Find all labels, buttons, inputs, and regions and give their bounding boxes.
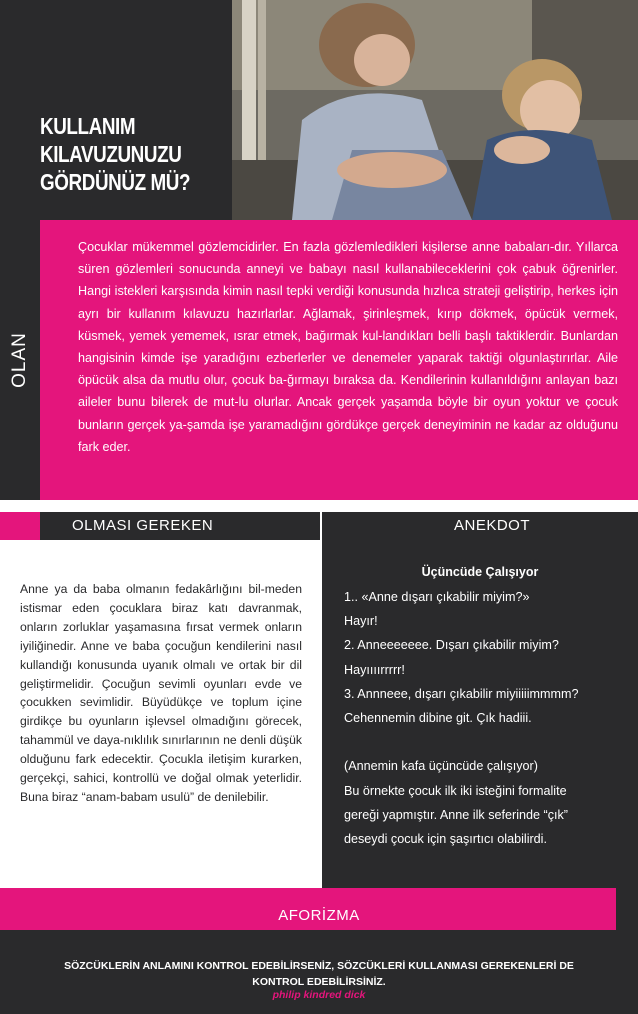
anekdot-line: Cehennemin dibine git. Çık hadiii. [344, 710, 532, 725]
aforizma-quote: SÖZCÜKLERİN ANLAMINI KONTROL EDEBİLİRSENİZ, SÖZCÜKLERİ KULLANMASI GEREKENLERİ DE KONTROL EDEBİLİRSİNİZ. [64, 960, 574, 988]
column-divider [320, 512, 322, 540]
title-line: GÖRDÜNÜZ MÜ? [40, 169, 191, 195]
anekdot-line: Hayır! [344, 614, 378, 629]
olmasi-gereken-paragraph: Anne ya da baba olmanın fedakârlığını bil-meden istismar eden çocuklara biraz katı davranmak, onların zorluklar yaşamasına fırsat vermek onların iyiliğinedir. Anne ve baba çocuğun kendilerini nasıl kullandığı konusunda uyanık olmalı ve ortak bir dil geliştirmelidir. Çocuğun sevimli oyunları evde ve çocukken sevimlidir. Büyüdükçe ve toplum içine girdikçe bu oyunların işlevsel olmadığını görecek, tahammül ve daya-nıklılık sınırlarının ne denli düşük olduğunu fark edecektir. Çocukla iletişim kurarken, gerçekçi, sahici, kontrollü ve doğal olmak yeterlidir. Buna biraz “anam-babam usulü” de denilebilir. [20, 582, 302, 804]
anekdot-heading: ANEKDOT [454, 517, 531, 534]
olan-label: OLAN [9, 332, 30, 388]
title-line: KULLANIM [40, 113, 136, 139]
anekdot-line: 1.. «Anne dışarı çıkabilir miyim?» [344, 590, 530, 604]
anekdot-line: gereği yapmıştır. Anne ilk seferinde “çık” [344, 807, 568, 822]
anekdot-line: Bu örnekte çocuk ilk iki isteğini formalite [344, 783, 567, 798]
anekdot-line: Hayıııırrrrr! [344, 662, 405, 677]
anekdot-title: Üçüncüde Çalışıyor [421, 565, 539, 579]
hero-section [0, 0, 638, 220]
aforizma-author: philip kindred dick [272, 989, 366, 1001]
title-line: KILAVUZUNUZU [40, 141, 182, 167]
mother-child-photo [232, 0, 638, 220]
olan-paragraph: Çocuklar mükemmel gözlemcidirler. En fazla gözlemledikleri kişilerse anne babaları-dır. Yıllarca süren gözlemleri sonucunda anneyi ve babayı nasıl kullanabileceklerini çok çabuk öğrenirler. Hangi istekleri karşısında kimin nasıl tepki verdiği konusunda hızlıca strateji geliştirip, herkes için ayrı bir kullanım kılavuzu hazırlarlar. Ağlamak, şirinleşmek, kırıp dökmek, öpücük vermek, küsmek, yemek yememek, ısrar etmek, bağırmak kul-landıkları belli başlı taktiklerdir. Bunlardan hangisinin kimde işe yaradığını ezberlerler ve denemeler yaparak taktiği olgunlaştırırlar. Aile öpücük alsa da mutlu olur, çocuk ba-ğırmayı bıraksa da. Kendilerinin kullanıldığını anlayan bazı aileler bunu bilerek de mut-lu olurlar. Ancak gerçek yaşamda böyle bir oyun yoktur ve çocuk bunların gerçek ya-şamda işe yaramadığını gördükçe gerçek deneyiminin ne kadar az olduğunu fark eder. [78, 240, 618, 454]
anekdot-line: 2. Anneeeeeee. Dışarı çıkabilir miyim? [344, 638, 559, 653]
anekdot-line: (Annemin kafa üçüncüde çalışıyor) [344, 759, 538, 774]
anekdot-lines [344, 585, 634, 851]
page-title [40, 112, 196, 196]
header-bar-accent [0, 512, 40, 540]
anekdot-line: 3. Annneee, dışarı çıkabilir miyiiiiimmmm? [344, 686, 579, 701]
anekdot-line: deseydi çocuk için şaşırtıcı olabilirdi. [344, 831, 547, 846]
olmasi-gereken-heading: OLMASI GEREKEN [72, 517, 214, 534]
anekdot-line [344, 730, 634, 754]
aforizma-heading: AFORİZMA [278, 907, 360, 924]
